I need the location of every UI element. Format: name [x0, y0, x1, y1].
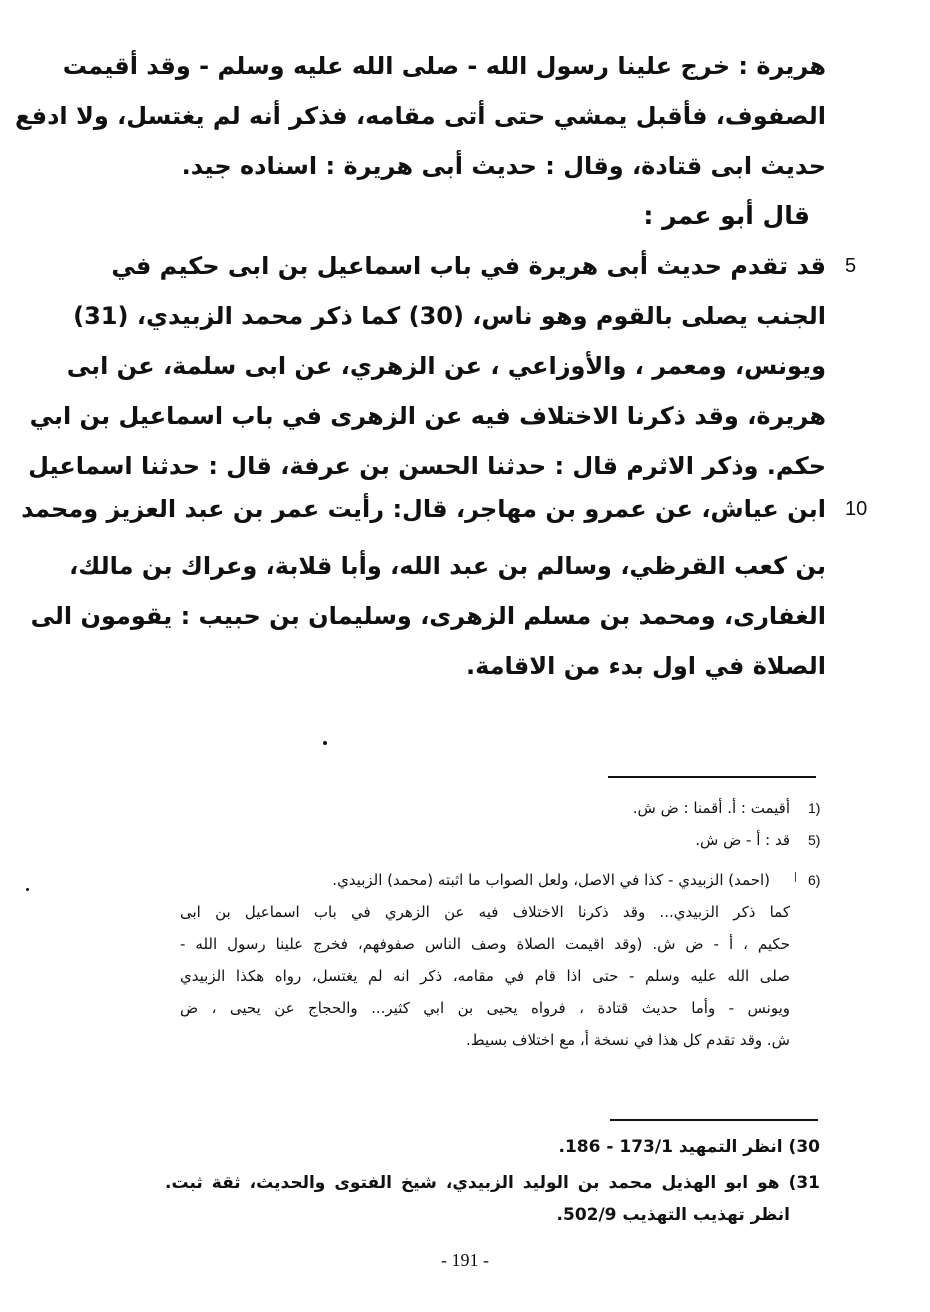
variant-note-number: 6) — [808, 872, 821, 888]
main-text-line: ابن عياش، عن عمرو بن مهاجر، قال: رأيت عمر بن عبد العزيز ومحمد — [21, 495, 826, 523]
speck-mark — [323, 741, 327, 745]
variant-note-text: قد : أ - ض ش. — [695, 831, 790, 849]
variant-note-continuation: ويونس - وأما حديث قتادة ، فرواه يحيى بن ابي كثير... والحجاج عن يحيى ، ض — [180, 999, 790, 1017]
main-text-line: الصلاة في اول بدء من الاقامة. — [466, 652, 826, 680]
variant-note-number: 1) — [808, 800, 821, 816]
footnote-text: انظر التمهيد 173/1 - 186. — [558, 1137, 783, 1157]
variant-note-continuation: كما ذكر الزبيدي... وقد ذكرنا الاختلاف فيه عن الزهري في باب اسماعيل بن ابى — [180, 903, 790, 921]
footnote-continuation: انظر تهذيب التهذيب 502/9. — [556, 1205, 790, 1225]
notes-divider — [608, 776, 816, 778]
footnote-number: 30) — [788, 1137, 820, 1157]
main-text-line: هريرة، وقد ذكرنا الاختلاف فيه عن الزهرى في باب اسماعيل بن ابي — [29, 402, 826, 430]
main-text-line: حكم. وذكر الاثرم قال : حدثنا الحسن بن عرفة، قال : حدثنا اسماعيل — [28, 452, 826, 480]
main-text-line: حديث ابى قتادة، وقال : حديث أبى هريرة : اسناده جيد. — [181, 152, 826, 180]
main-text-line: بن كعب القرظي، وسالم بن عبد الله، وأبا قلابة، وعراك بن مالك، — [69, 552, 826, 580]
main-text-line: هريرة : خرج علينا رسول الله - صلى الله عليه وسلم - وقد أقيمت — [62, 52, 826, 80]
main-text-line: ويونس، ومعمر ، والأوزاعي ، عن الزهري، عن ابى سلمة، عن ابى — [66, 352, 826, 380]
main-text-line: الغفارى، ومحمد بن مسلم الزهرى، وسليمان بن حبيب : يقومون الى — [30, 602, 826, 630]
line-number: 5 — [845, 255, 857, 277]
variant-note-text: أقيمت : أ. أقمنا : ض ش. — [632, 799, 790, 817]
main-text-line: قد تقدم حديث أبى هريرة في باب اسماعيل بن ابى حكيم في — [111, 252, 826, 280]
variant-note-continuation: حكيم ، أ - ض ش. (وقد اقيمت الصلاة وصف الناس صفوفهم، فخرج علينا رسول الله - — [180, 935, 790, 953]
page-number: - 191 - — [441, 1250, 489, 1270]
line-number: 10 — [845, 498, 868, 520]
footnotes-divider — [610, 1119, 818, 1121]
variant-note-continuation: ش. وقد تقدم كل هذا في نسخة أ، مع اختلاف بسيط. — [466, 1031, 790, 1049]
variant-note-text: (احمد) الزبيدي - كذا في الاصل، ولعل الصواب ما اثبته (محمد) الزبيدي. — [332, 871, 770, 889]
footnote — [559, 1132, 821, 1162]
section-heading: قال أبو عمر : — [643, 201, 810, 230]
footnote-number: 31) — [788, 1173, 821, 1193]
main-text-line: الصفوف، فأقبل يمشي حتى أتى مقامه، فذكر أنه لم يغتسل، ولا ادفع — [15, 102, 826, 130]
variant-note-number: 5) — [808, 832, 821, 848]
main-text-line: الجنب يصلى بالقوم وهو ناس، (30) كما ذكر محمد الزبيدي، (31) — [73, 302, 826, 330]
footnote-text: هو ابو الهذيل محمد بن الوليد الزبيدي، شيخ الفتوى والحديث، ثقة ثبت. — [165, 1173, 780, 1193]
footnote — [165, 1168, 820, 1198]
speck-mark — [26, 888, 29, 891]
margin-tick — [795, 872, 796, 882]
variant-note-continuation: صلى الله عليه وسلم - حتى اذا قام في مقامه، ذكر انه لم يغتسل، رواه هكذا الزبيدي — [180, 967, 790, 985]
